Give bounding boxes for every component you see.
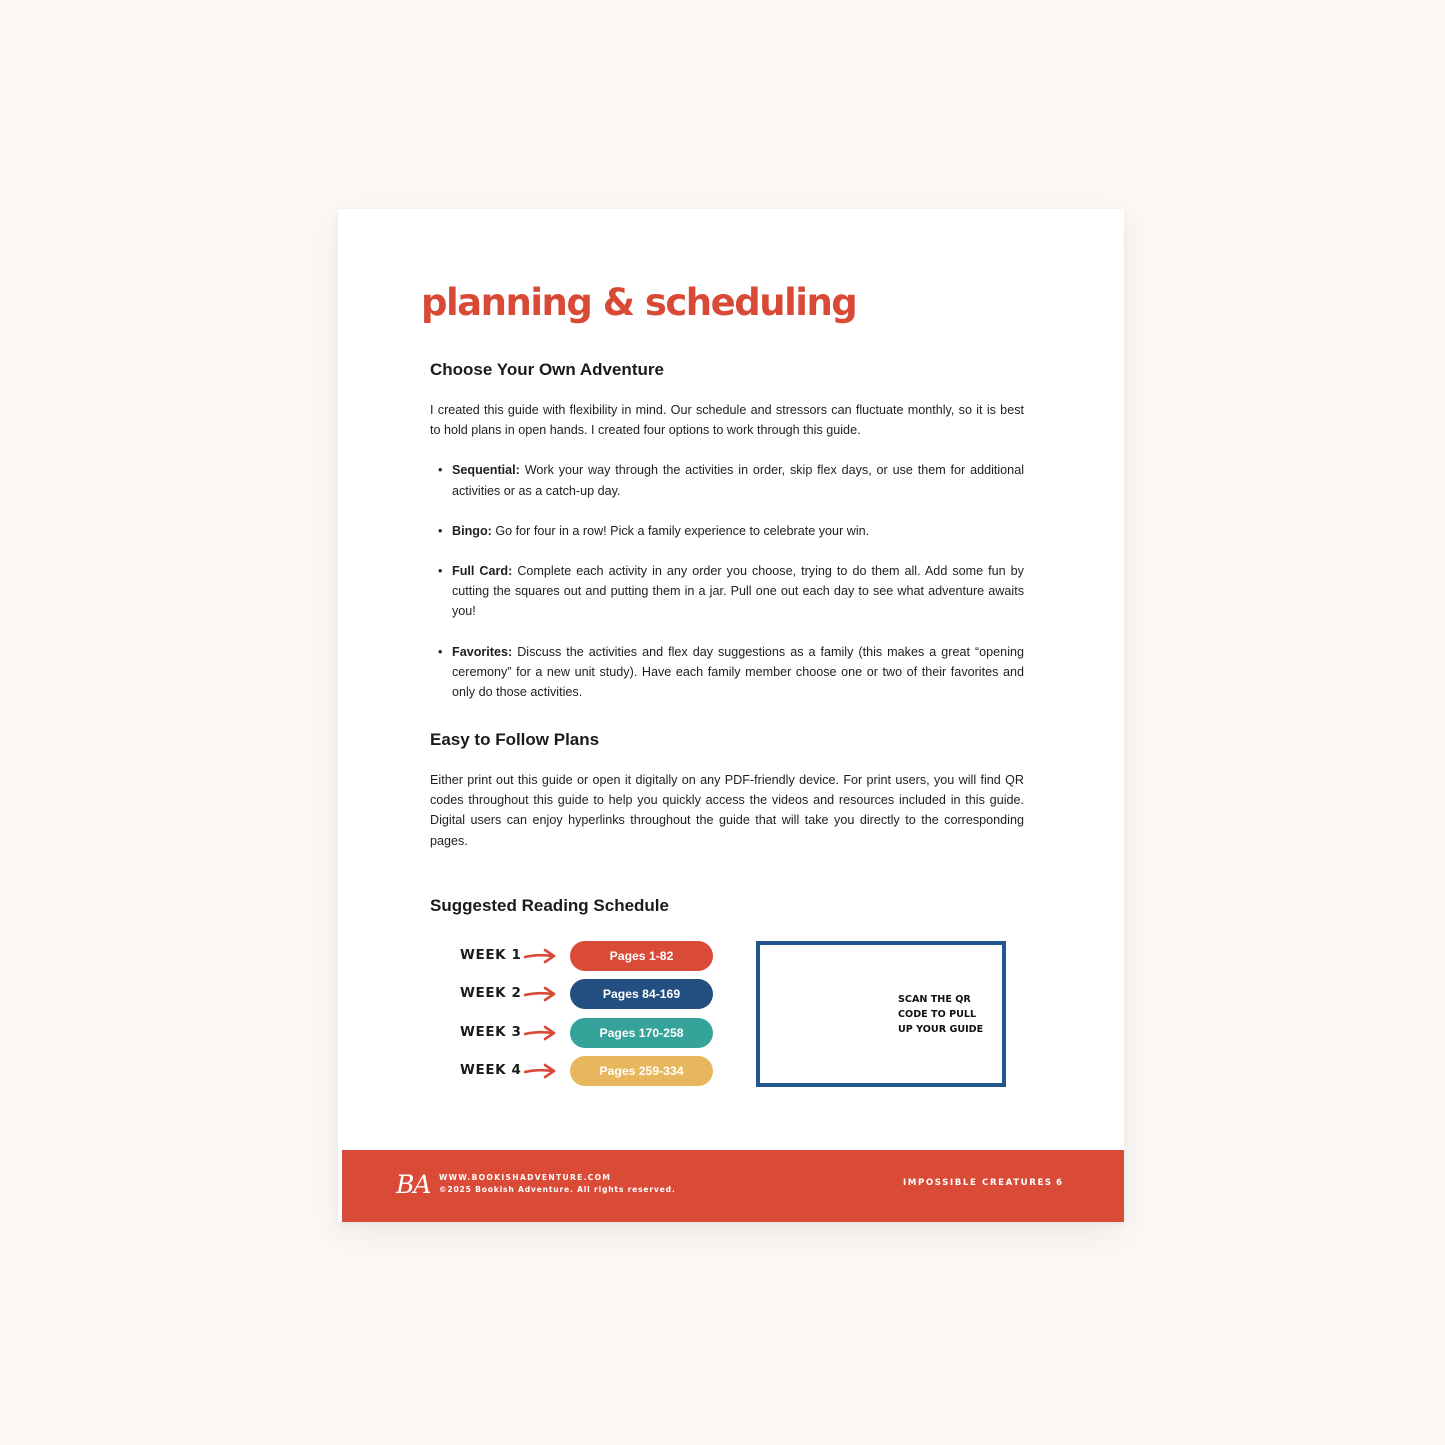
option-favorites <box>430 642 1024 703</box>
week-label: WEEK 3 <box>460 1024 522 1040</box>
bullet-icon: • <box>438 564 443 579</box>
week-label: WEEK 2 <box>460 985 522 1001</box>
page-title: planning & scheduling <box>421 281 857 324</box>
brand-logo: BA <box>396 1170 431 1199</box>
book-title: IMPOSSIBLE CREATURES <box>903 1178 1053 1188</box>
option-bingo <box>430 521 1024 541</box>
option-term: Full Card: <box>452 564 513 579</box>
website-link[interactable]: WWW.BOOKISHADVENTURE.COM <box>439 1173 612 1182</box>
page-number: 6 <box>1056 1178 1062 1188</box>
week-label: WEEK 1 <box>460 947 522 963</box>
plans-section <box>430 729 1024 851</box>
option-text: Go for four in a row! Pick a family experience to celebrate your win. <box>491 523 870 538</box>
option-term: Favorites: <box>452 644 513 659</box>
arrow-right-icon <box>524 986 556 1002</box>
option-text: Work your way through the activities in order, skip flex days, or use them for additional activities or as a catch-up day. <box>452 463 1024 498</box>
adventure-intro: I created this guide with flexibility in mind. Our schedule and stressors can fluctuate monthly, so it is best to hold plans in open hands. I created four options to work through this guide. <box>430 403 1024 438</box>
arrow-right-icon <box>524 1025 556 1041</box>
option-full-card <box>430 561 1024 622</box>
pages-pill: Pages 259-334 <box>570 1056 713 1086</box>
schedule-section <box>430 895 1024 936</box>
pages-pill: Pages 84-169 <box>570 979 713 1009</box>
pages-pill: Pages 170-258 <box>570 1018 713 1048</box>
options-list <box>430 460 1024 702</box>
qr-instructions: SCAN THE QR CODE TO PULL UP YOUR GUIDE <box>898 994 984 1036</box>
bullet-icon: • <box>438 644 443 659</box>
document-page <box>338 209 1124 1222</box>
bullet-icon: • <box>438 523 443 538</box>
adventure-heading: Choose Your Own Adventure <box>430 360 664 379</box>
option-term: Bingo: <box>452 523 492 538</box>
adventure-section <box>430 359 1024 722</box>
bullet-icon: • <box>438 463 443 478</box>
option-text: Discuss the activities and flex day suggestions as a family (this makes a great “opening ceremony” for a new unit study). Have each family member choose one or two of their favorites and only do those activities. <box>452 644 1024 700</box>
copyright-text: ©2025 Bookish Adventure. All rights reserved. <box>439 1185 676 1194</box>
plans-heading: Easy to Follow Plans <box>430 730 600 749</box>
option-text: Complete each activity in any order you choose, trying to do them all. Add some fun by cutting the squares out and putting them in a jar. Pull one out each day to see what adventure awaits you! <box>452 564 1024 619</box>
option-sequential <box>430 460 1024 500</box>
week-label: WEEK 4 <box>460 1062 522 1078</box>
page-footer <box>342 1150 1124 1222</box>
schedule-heading: Suggested Reading Schedule <box>430 896 669 915</box>
option-term: Sequential: <box>452 463 520 478</box>
plans-body: Either print out this guide or open it digitally on any PDF-friendly device. For print users, you will find QR codes throughout this guide to help you quickly access the videos and resources included in this guide. Digital users can enjoy hyperlinks throughout the guide that will take you directly to the corresponding pages. <box>430 773 1024 848</box>
pages-pill: Pages 1-82 <box>570 941 713 971</box>
qr-code-box[interactable] <box>756 941 1006 1087</box>
arrow-right-icon <box>524 948 556 964</box>
arrow-right-icon <box>524 1063 556 1079</box>
